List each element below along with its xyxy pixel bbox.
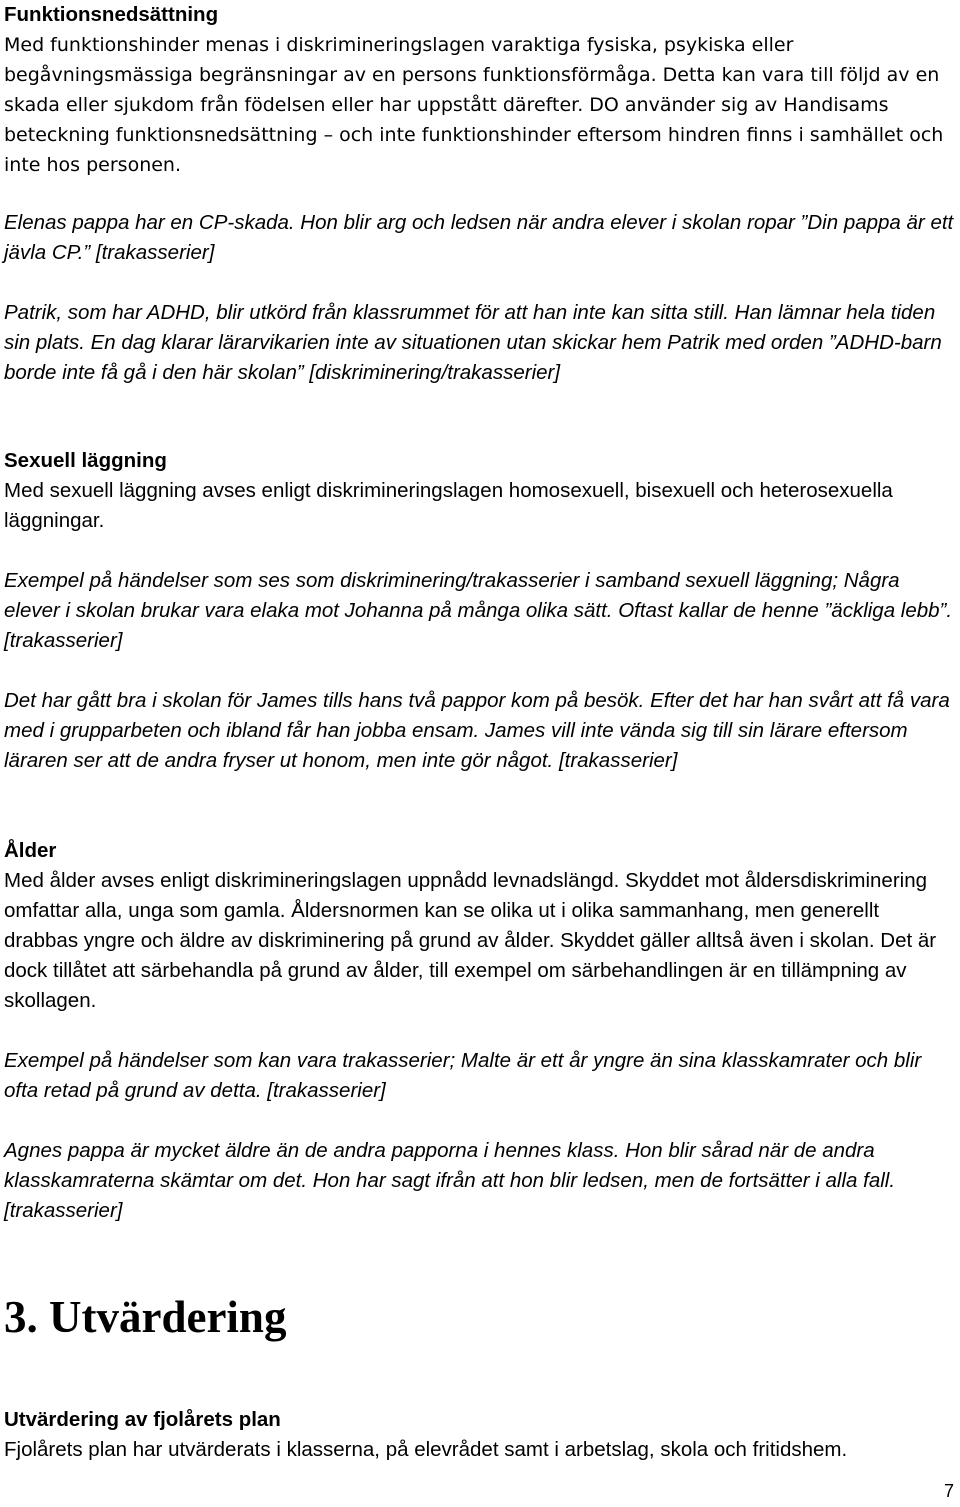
section-heading: Utvärdering av fjolårets plan	[4, 1408, 281, 1431]
example-block	[4, 566, 956, 656]
example-paragraph: Agnes pappa är mycket äldre än de andra papporna i hennes klass. Hon blir sårad när de andra klasskamraterna skämtar om det. Hon har sagt ifrån att hon blir ledsen, men de fortsätter i alla fall. [trakasserier]	[4, 1139, 896, 1222]
example-paragraph: Exempel på händelser som ses som diskriminering/trakasserier i samband sexuell läggning; Några elever i skolan brukar vara elaka mot Johanna på många olika sätt. Oftast kallar de henne ”äckliga lebb”. [trakasserier]	[4, 569, 953, 652]
section-alder	[4, 836, 956, 1016]
example-block	[4, 208, 956, 268]
section-heading: Ålder	[4, 839, 57, 862]
example-block	[4, 298, 956, 388]
example-paragraph: Exempel på händelser som kan vara trakasserier; Malte är ett år yngre än sina klasskamrater och blir ofta retad på grund av detta. [trakasserier]	[4, 1049, 922, 1102]
paragraph: Med ålder avses enligt diskrimineringslagen uppnådd levnadslängd. Skyddet mot åldersdiskriminering omfattar alla, unga som gamla. Åldersnormen kan se olika ut i olika sammanhang, men generellt drabbas yngre och äldre av diskriminering på grund av ålder. Skyddet gäller alltså även i skolan. Det är dock tillåtet att särbehandla på grund av ålder, till exempel om särbehandlingen är en tillämpning av skollagen.	[4, 869, 937, 1012]
example-paragraph: Patrik, som har ADHD, blir utkörd från klassrummet för att han inte kan sitta still. Han lämnar hela tiden sin plats. En dag klarar lärarvikarien inte av situationen utan skickar hem Patrik med orden ”ADHD-barn borde inte få gå i den här skolan” [diskriminering/trakasserier]	[4, 301, 942, 384]
section-funktionsnedsattning	[4, 0, 956, 180]
example-block	[4, 1046, 956, 1106]
section-heading: Sexuell läggning	[4, 449, 167, 472]
page-number: 7	[943, 1481, 954, 1501]
example-block	[4, 1136, 956, 1226]
paragraph: Fjolårets plan har utvärderats i klasserna, på elevrådet samt i arbetslag, skola och fritidshem.	[4, 1438, 848, 1461]
section-utvardering-plan	[4, 1405, 956, 1465]
section-heading: Funktionsnedsättning	[4, 3, 219, 26]
example-block	[4, 686, 956, 776]
chapter-title: 3. Utvärdering	[4, 1292, 287, 1342]
example-paragraph: Det har gått bra i skolan för James tills hans två pappor kom på besök. Efter det har han svårt att få vara med i grupparbeten och ibland får han jobba ensam. James vill inte vända sig till sin lärare eftersom läraren ser att de andra fryser ut honom, men inte gör något. [trakasserier]	[4, 689, 950, 772]
paragraph: Med sexuell läggning avses enligt diskrimineringslagen homosexuell, bisexuell och heterosexuella läggningar.	[4, 479, 893, 532]
paragraph: Med funktionshinder menas i diskrimineringslagen varaktiga fysiska, psykiska eller begåvningsmässiga begränsningar av en persons funktionsförmåga. Detta kan vara till följd av en skada eller sjukdom från födelsen eller har uppstått därefter. DO använder sig av Handisams beteckning funktionsnedsättning – och inte funktionshinder eftersom hindren finns i samhället och inte hos personen.	[4, 34, 944, 176]
example-paragraph: Elenas pappa har en CP-skada. Hon blir arg och ledsen när andra elever i skolan ropar ”Din pappa är ett jävla CP.” [trakasserier]	[4, 211, 954, 264]
section-sexuell-laggning	[4, 446, 956, 536]
